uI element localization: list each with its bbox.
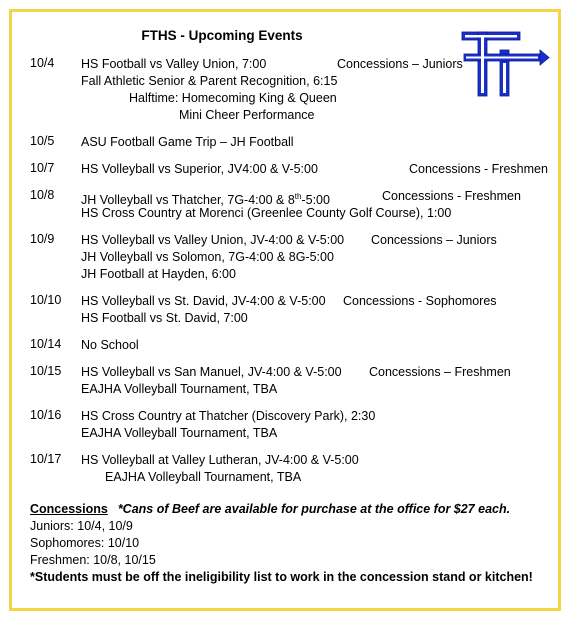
event-line: JH Volleyball vs Solomon, 7G-4:00 & 8G-5:00 bbox=[81, 250, 334, 264]
event-line: ASU Football Game Trip – JH Football bbox=[81, 135, 294, 149]
beef-note: *Cans of Beef are available for purchase at the office for $27 each. bbox=[117, 502, 511, 516]
event-line: JH Volleyball vs Thatcher, 7G-4:00 & 8th-5:00 Concessions - Freshmen bbox=[81, 189, 521, 208]
event-item bbox=[30, 337, 550, 354]
event-date: 10/14 bbox=[30, 337, 62, 351]
concession-assignment: Concessions – Freshmen bbox=[369, 365, 511, 379]
event-line: HS Cross Country at Morenci (Greenlee County Golf Course), 1:00 bbox=[81, 206, 452, 220]
event-line: EAJHA Volleyball Tournament, TBA bbox=[81, 382, 278, 396]
event-date: 10/15 bbox=[30, 364, 62, 378]
concession-assignment: Concessions – Juniors bbox=[371, 233, 497, 247]
event-item bbox=[30, 408, 550, 442]
event-item bbox=[30, 364, 550, 398]
event-item bbox=[30, 293, 550, 327]
event-line: HS Volleyball vs St. David, JV-4:00 & V-5:00 Concessions - Sophomores bbox=[81, 294, 497, 308]
event-date: 10/17 bbox=[30, 452, 62, 466]
concession-assignment: Concessions - Freshmen bbox=[382, 189, 521, 203]
event-item bbox=[30, 161, 550, 178]
event-date: 10/10 bbox=[30, 293, 62, 307]
event-line: HS Volleyball vs Valley Union, JV-4:00 & V-5:00 Concessions – Juniors bbox=[81, 233, 497, 247]
event-item bbox=[30, 232, 550, 283]
event-date: 10/7 bbox=[30, 161, 55, 175]
event-date: 10/4 bbox=[30, 56, 55, 70]
event-line: EAJHA Volleyball Tournament, TBA bbox=[81, 426, 278, 440]
event-line: HS Football vs St. David, 7:00 bbox=[81, 311, 248, 325]
freshmen-dates: Freshmen: 10/8, 10/15 bbox=[30, 553, 156, 567]
event-line: Halftime: Homecoming King & Queen bbox=[129, 91, 337, 105]
events-list bbox=[30, 56, 550, 496]
event-line: HS Volleyball vs Superior, JV4:00 & V-5:00 Concessions - Freshmen bbox=[81, 162, 548, 176]
concession-assignment: Concessions - Sophomores bbox=[343, 294, 497, 308]
event-item bbox=[30, 56, 550, 124]
sophomores-dates: Sophomores: 10/10 bbox=[30, 536, 140, 550]
event-line: HS Cross Country at Thatcher (Discovery Park), 2:30 bbox=[81, 409, 376, 423]
event-date: 10/9 bbox=[30, 232, 55, 246]
event-date: 10/16 bbox=[30, 408, 62, 422]
page-title: FTHS - Upcoming Events bbox=[141, 28, 303, 43]
event-line: No School bbox=[81, 338, 139, 352]
juniors-dates: Juniors: 10/4, 10/9 bbox=[30, 519, 133, 533]
concessions-section bbox=[30, 501, 560, 586]
event-item bbox=[30, 452, 550, 486]
concession-assignment: Concessions – Juniors bbox=[337, 57, 463, 71]
event-line: Mini Cheer Performance bbox=[179, 108, 315, 122]
event-item bbox=[30, 188, 550, 222]
flyer-frame bbox=[9, 9, 561, 611]
event-line: EAJHA Volleyball Tournament, TBA bbox=[105, 470, 302, 484]
event-line: HS Volleyball vs San Manuel, JV-4:00 & V-5:00 Concessions – Freshmen bbox=[81, 365, 511, 379]
event-item bbox=[30, 134, 550, 151]
concessions-heading: Concessions bbox=[30, 502, 108, 516]
event-date: 10/8 bbox=[30, 188, 55, 202]
event-line: Fall Athletic Senior & Parent Recognition, 6:15 bbox=[81, 74, 338, 88]
event-date: 10/5 bbox=[30, 134, 55, 148]
eligibility-note: *Students must be off the ineligibility list to work in the concession stand or kitchen! bbox=[30, 570, 533, 584]
event-line: HS Football vs Valley Union, 7:00 Concessions – Juniors bbox=[81, 57, 463, 71]
event-line: HS Volleyball at Valley Lutheran, JV-4:00 & V-5:00 bbox=[81, 453, 359, 467]
concession-assignment: Concessions - Freshmen bbox=[409, 162, 548, 176]
event-line: JH Football at Hayden, 6:00 bbox=[81, 267, 236, 281]
